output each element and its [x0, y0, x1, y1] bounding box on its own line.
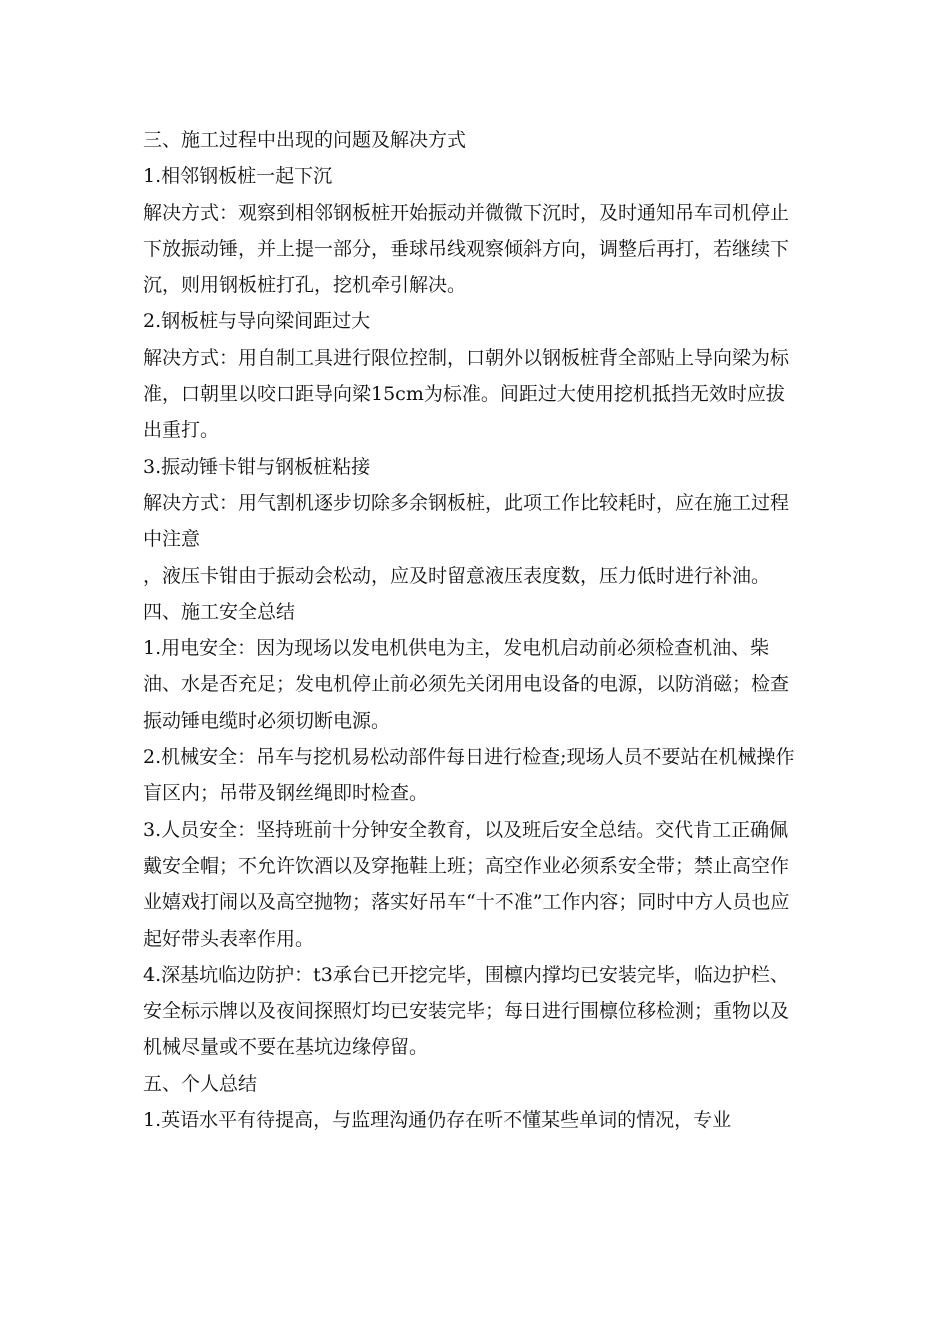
section-heading-problems: 三、施工过程中出现的问题及解决方式	[143, 129, 467, 151]
document-body	[143, 122, 803, 1138]
section-heading-personal: 五、个人总结	[143, 1072, 258, 1095]
safety-electrical: 1.用电安全：因为现场以发电机供电为主，发电机启动前必须检查机油、柴油、水是否充足；发电机停止前必须先关闭用电设备的电源，以防消磁；检查振动锤电缆时必须切断电源。	[143, 637, 790, 732]
problem-1-solution: 解决方式：观察到相邻钢板桩开始振动并微微下沉时，及时通知吊车司机停止下放振动锤，并上提一部分，垂球吊线观察倾斜方向，调整后再打，若继续下沉，则用钢板桩打孔，挖机牵引解决。	[143, 201, 790, 297]
problem-3-solution-continued: ，液压卡钳由于振动会松动，应及时留意液压表度数，压力低时进行补油。	[143, 564, 771, 587]
safety-personnel: 3.人员安全：坚持班前十分钟安全教育，以及班后安全总结。交代肯工正确佩戴安全帽；不允许饮酒以及穿拖鞋上班；高空作业必须系安全带；禁止高空作业嬉戏打闹以及高空抛物；落实好吊车“十不准”工作内容；同时中方人员也应起好带头表率作用。	[143, 818, 790, 950]
problem-2-solution: 解决方式：用自制工具进行限位控制，口朝外以钢板桩背全部贴上导向梁为标准，口朝里以咬口距导向梁15cm为标准。间距过大使用挖机抵挡无效时应拔出重打。	[143, 346, 790, 442]
problem-3-solution: 解决方式：用气割机逐步切除多余钢板桩，此项工作比较耗时，应在施工过程中注意	[143, 491, 790, 551]
personal-summary-1: 1.英语水平有待提高，与监理沟通仍存在听不懂某些单词的情况，专业	[143, 1109, 732, 1132]
section-heading-safety: 四、施工安全总结	[143, 600, 296, 623]
safety-mechanical: 2.机械安全：吊车与挖机易松动部件每日进行检查;现场人员不要站在机械操作盲区内；吊带及钢丝绳即时检查。	[143, 746, 795, 805]
problem-1-title: 1.相邻钢板桩一起下沉	[143, 165, 333, 188]
safety-pit-protection: 4.深基坑临边防护：t3承台已开挖完毕，围檩内撑均已安装完毕，临边护栏、安全标示牌以及夜间探照灯均已安装完毕；每日进行围檩位移检测；重物以及机械尽量或不要在基坑边缘停留。	[143, 963, 790, 1059]
problem-2-title: 2.钢板桩与导向梁间距过大	[143, 310, 371, 333]
problem-3-title: 3.振动锤卡钳与钢板桩粘接	[143, 455, 371, 478]
